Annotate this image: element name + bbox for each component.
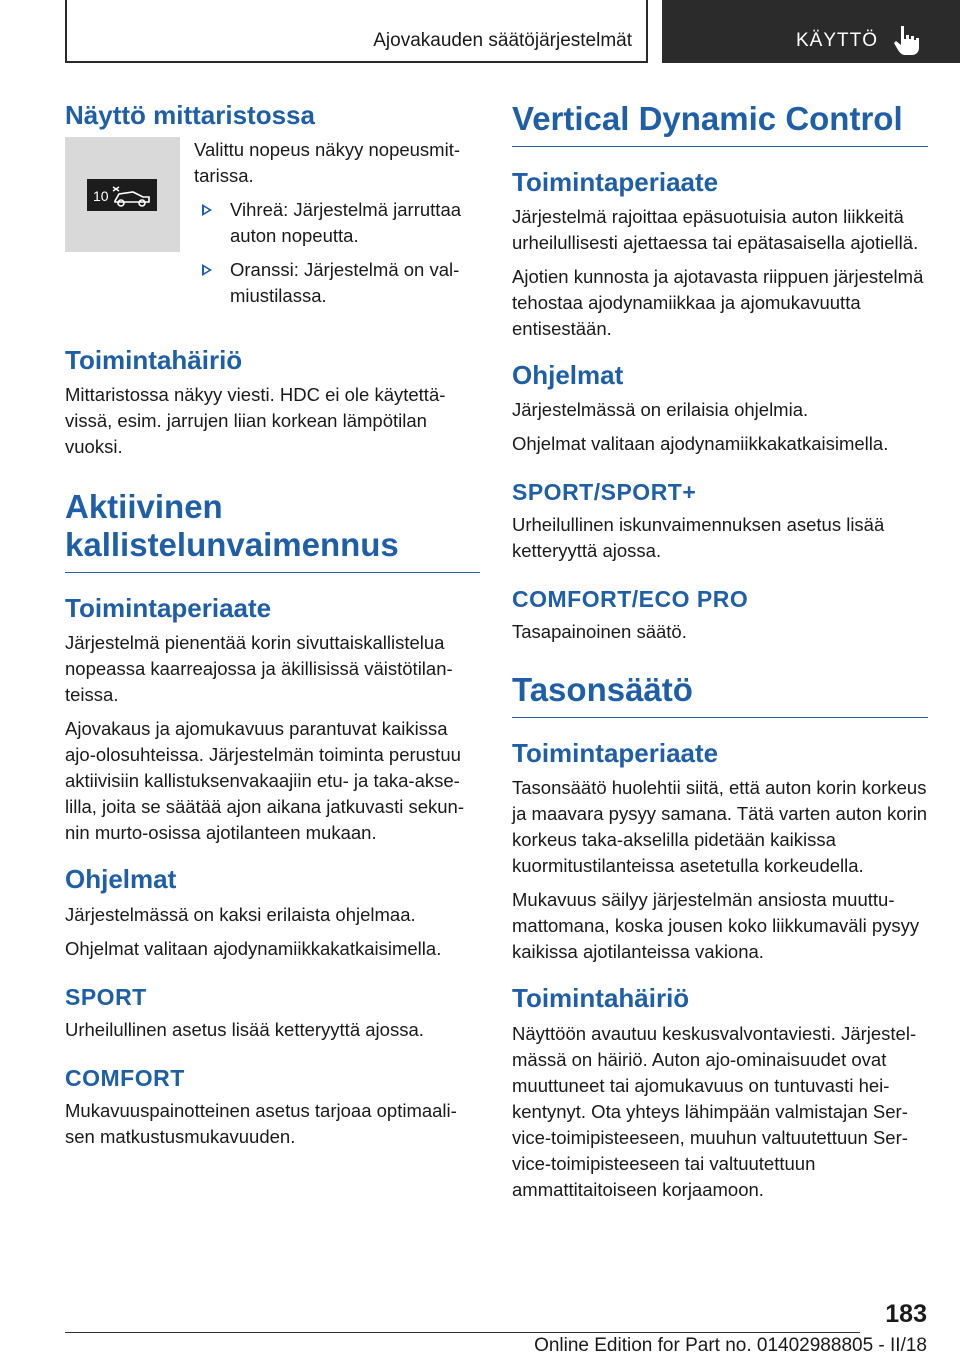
page-number: 183 xyxy=(885,1300,927,1328)
malfunction-text: Mittaristossa näkyy viesti. HDC ei ole käytettävissä, esim. jarrujen liian korkean lämpötilan vuoksi. xyxy=(65,384,446,458)
display-heading: Näyttö mittaristossa xyxy=(65,100,315,130)
header-section-box xyxy=(65,0,648,63)
programs-text-2: Ohjelmat valitaan ajodynamiikkakatkaisimella. xyxy=(65,937,442,959)
vdc-comfort-text: Tasapainoinen säätö. xyxy=(512,621,687,643)
display-text: Valittu nopeus näkyy nopeusmittarissa. xyxy=(194,139,461,187)
section-title: Ajovakauden säätöjärjestelmät xyxy=(373,30,632,51)
chapter-tab-label: KÄYTTÖ xyxy=(795,30,878,51)
sport-heading: SPORT xyxy=(65,983,147,1010)
vdc-sport-heading: SPORT/SPORT+ xyxy=(512,479,697,506)
list-item: Oranssi: Järjestelmä on valmiustilassa. xyxy=(194,257,480,309)
active-roll-title: Aktiivinen kallistelunvaimennus xyxy=(65,488,480,573)
programs-text-1: Järjestelmässä on kaksi erilaista ohjelmaa. xyxy=(65,903,416,925)
display-row xyxy=(65,137,480,309)
vdc-comfort-heading: COMFORT/ECO PRO xyxy=(512,586,749,613)
level-malfunction-heading: Toimintahäiriö xyxy=(512,983,690,1014)
display-description xyxy=(194,137,480,309)
triangle-bullet-icon xyxy=(202,264,212,276)
sport-text: Urheilullinen asetus lisää ketteryyttä ajossa. xyxy=(65,1018,424,1040)
level-control-title: Tasonsäätö xyxy=(512,671,928,718)
level-principle-heading: Toimintaperiaate xyxy=(512,738,719,769)
display-bullets xyxy=(194,197,480,309)
principle-text-2: Ajovakaus ja ajomukavuus parantuvat kaikissa ajo-olosuhteissa. Järjestelmän toiminta perustuu aktiivisiin kallistuksenvakaajiin etu- ja taka-akselilla, joita se säätää ajon aikana jatkuvasti sekunnin murto-osissa ajotilanteen mukaan. xyxy=(65,718,465,844)
level-text-2: Mukavuus säilyy järjestelmän ansiosta muuttumattomana, koska jousen koko liikkumaväli pysyy kaikissa ajotilanteissa vakiona. xyxy=(512,889,920,963)
vdc-sport-text: Urheilullinen iskunvaimennuksen asetus lisää ketteryyttä ajossa. xyxy=(512,514,885,562)
hdc-speed-label: 10 xyxy=(93,188,109,205)
vdc-principle-text-1: Järjestelmä rajoittaa epäsuotuisia auton liikkeitä urheilullisesti ajettaessa tai epätasaisella ajotiellä. xyxy=(512,206,919,254)
hdc-indicator xyxy=(87,179,157,211)
malfunction-heading: Toimintahäiriö xyxy=(65,345,243,376)
level-malfunction-text: Näyttöön avautuu keskusvalvontaviesti. Järjestelmässä on häiriö. Auton ajo-ominaisuudet ovat muuttuneet tai ajomukavuus on tuntuvasti heikentynyt. Ota yhteys lähimpään valmistajan Service-toimipisteeseen, muuhun valtuutettuun Service-toimipisteeseen tai valtuutettuun ammattitaitoiseen korjaamoon. xyxy=(512,1022,917,1200)
vdc-principle-heading: Toimintaperiaate xyxy=(512,166,719,197)
programs-heading: Ohjelmat xyxy=(65,864,177,895)
chapter-tab[interactable] xyxy=(662,0,960,63)
right-column xyxy=(512,100,928,1211)
vdc-programs-text-2: Ohjelmat valitaan ajodynamiikkakatkaisimella. xyxy=(512,433,889,455)
principle-text-1: Järjestelmä pienentää korin sivuttaiskallistelua nopeassa kaarreajossa ja äkillisissä väistötilanteissa. xyxy=(65,632,453,706)
triangle-bullet-icon xyxy=(202,204,212,216)
left-column xyxy=(65,100,480,1158)
comfort-heading: COMFORT xyxy=(65,1064,185,1091)
vdc-title: Vertical Dynamic Control xyxy=(512,100,928,147)
vdc-programs-text-1: Järjestelmässä on erilaisia ohjelmia. xyxy=(512,399,809,421)
edition-footer: Online Edition for Part no. 01402988805 - II/18 xyxy=(534,1335,927,1356)
vdc-programs-heading: Ohjelmat xyxy=(512,360,624,391)
list-item: Vihreä: Järjestelmä jarruttaa auton nopeutta. xyxy=(194,197,480,249)
vdc-principle-text-2: Ajotien kunnosta ja ajotavasta riippuen järjestelmä tehostaa ajodynamiikkaa ja ajomukavuutta entisestään. xyxy=(512,266,924,340)
comfort-text: Mukavuuspainotteinen asetus tarjoaa optimaalisen matkustusmukavuuden. xyxy=(65,1099,457,1147)
level-text-1: Tasonsäätö huolehtii siitä, että auton korin korkeus ja maavara pysyy samana. Tätä varten auton korin korkeus taka-akselilla pidetään kaikissa kuormitustilanteissa asetetulla korkeudella. xyxy=(512,777,928,877)
pointing-hand-icon xyxy=(892,24,922,56)
footer-divider xyxy=(65,1332,860,1333)
cluster-display-image xyxy=(65,137,180,252)
hdc-car-icon xyxy=(89,181,155,209)
principle-heading: Toimintaperiaate xyxy=(65,593,272,624)
